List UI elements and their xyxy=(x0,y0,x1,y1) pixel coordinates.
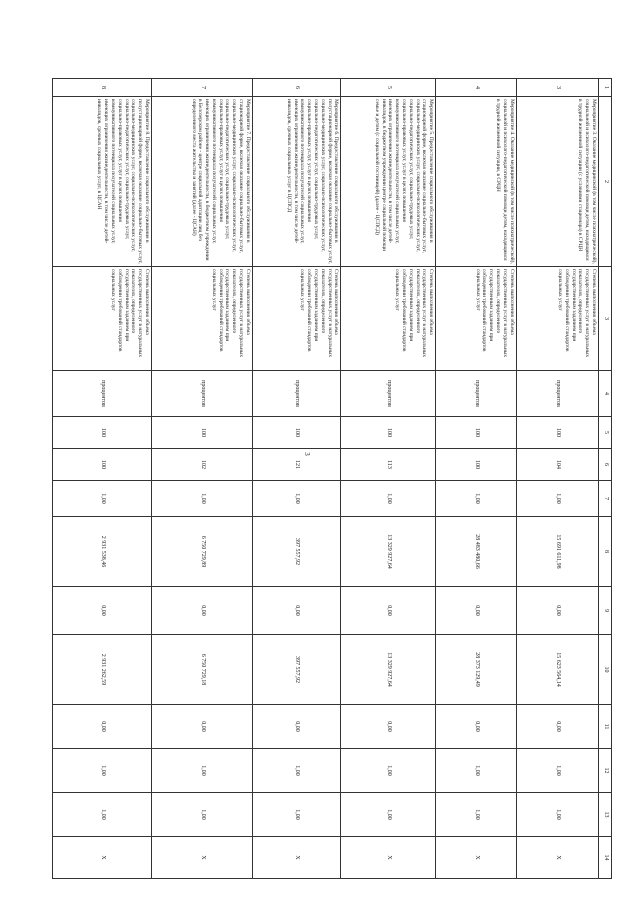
rotated-table-sheet xyxy=(0,78,612,861)
value-cell: 113 xyxy=(341,449,436,481)
col-header: 5 xyxy=(599,417,612,449)
value-cell: 2 931 262,59 xyxy=(53,635,152,705)
event-description: Мероприятие 3. Оказание медицинской (в том числе психиатрической), социальной и психолого-педагогической помощи детям, находящимся в трудной жизненной ситуации (с условиями стационара) в СРЦН xyxy=(516,97,598,267)
value-cell: 397 557,92 xyxy=(252,635,341,705)
value-cell: 1,00 xyxy=(436,749,516,793)
table-row xyxy=(341,79,436,879)
value-cell: 1,00 xyxy=(341,481,436,517)
row-number: 7 xyxy=(151,79,252,97)
indicator-description: Степень выполнения объема государственных услуг в натуральных показателях, определенного государственным заданием при соблюдении требований стандартов социальных услуг xyxy=(151,267,252,371)
col-header: 9 xyxy=(599,587,612,635)
col-header: 1 xyxy=(599,79,612,97)
col-header: 12 xyxy=(599,749,612,793)
value-cell: 100 xyxy=(341,417,436,449)
indicator-description: Степень выполнения объема государственных услуг в натуральных показателях, определенного государственным заданием при соблюдении требований стандартов социальных услуг xyxy=(53,267,152,371)
value-cell: 0,00 xyxy=(516,587,598,635)
col-header: 10 xyxy=(599,635,612,705)
value-cell: 0,00 xyxy=(436,587,516,635)
row-number: 3 xyxy=(516,79,598,97)
value-cell: 15 691 611,98 xyxy=(516,517,598,587)
value-cell: 104 xyxy=(516,449,598,481)
value-cell: 6 750 729,89 xyxy=(151,517,252,587)
unit-cell: процентов xyxy=(151,371,252,417)
unit-cell: процентов xyxy=(53,371,152,417)
col-header: 14 xyxy=(599,837,612,879)
event-description: Мероприятие 8. Предоставление социального обслуживания в полустационарной форме, включая оказание социально-бытовых услуг, социально-медицинских услуг, социально-психологических услуг, социально-педагогических услуг, социально-трудовых услуг, социально-правовых услуг, услуг в целях повышения коммуникативного потенциала получателей социальных услуг, имеющих ограничения жизнедеятельности, в том числе детей-инвалидов, срочных социальных услуг, в ЦСАН xyxy=(53,97,152,267)
unit-cell: процентов xyxy=(252,371,341,417)
value-cell: X xyxy=(151,837,252,879)
col-header: 2 xyxy=(599,97,612,267)
value-cell: 100 xyxy=(516,417,598,449)
value-cell: X xyxy=(252,837,341,879)
col-header: 3 xyxy=(599,267,612,371)
value-cell: 397 557,92 xyxy=(252,517,341,587)
event-description: Мероприятие 7. Предоставление социального обслуживания в стационарной форме, включая оказание социально-бытовых услуг, социально-медицинских услуг, социально-психологических услуг, социально-педагогических услуг, социально-трудовых услуг, социально-правовых услуг, услуг в целях повышения коммуникативного потенциала получателей социальных услуг, имеющих ограничения жизнедеятельности, в бюджетном учреждении в Белозерском районе - центре социальной адаптации лиц без определенного места жительства и занятий (далее - ЦСАН) xyxy=(151,97,252,267)
event-description: Мероприятие 6. Предоставление социального обслуживания в полустационарной форме, включая оказание социально-бытовых услуг, социально-медицинских услуг, социально-психологических услуг, социально-педагогических услуг, социально-трудовых услуг, социально-правовых услуг, услуг в целях повышения коммуникативного потенциала получателей социальных услуг, имеющих ограничения жизнедеятельности, в том числе детей-инвалидов, срочных социальных услуг в ЦСПСД xyxy=(252,97,341,267)
value-cell: X xyxy=(436,837,516,879)
value-cell: 1,00 xyxy=(53,481,152,517)
value-cell: 121 xyxy=(252,449,341,481)
value-cell: 28 373 129,49 xyxy=(436,635,516,705)
value-cell: 28 483 480,66 xyxy=(436,517,516,587)
value-cell: 1,00 xyxy=(436,481,516,517)
value-cell: 102 xyxy=(151,449,252,481)
unit-cell: процентов xyxy=(516,371,598,417)
value-cell: 100 xyxy=(252,417,341,449)
col-header: 13 xyxy=(599,793,612,837)
row-number: 8 xyxy=(53,79,152,97)
indicator-description: Степень выполнения объема государственных услуг в натуральных показателях, определенного государственным заданием при соблюдении требований стандартов социальных услуг xyxy=(436,267,516,371)
value-cell: 13 329 927,64 xyxy=(341,517,436,587)
value-cell: 1,00 xyxy=(516,481,598,517)
table-row xyxy=(436,79,516,879)
value-cell: 1,00 xyxy=(436,793,516,837)
value-cell: X xyxy=(516,837,598,879)
value-cell: 0,00 xyxy=(252,705,341,749)
value-cell: 0,00 xyxy=(252,587,341,635)
value-cell: 1,00 xyxy=(341,793,436,837)
event-description: Мероприятие 5. Предоставление социального обслуживания в стационарной форме, включая оказание социально-бытовых услуг, социально-медицинских услуг, социально-психологических услуг, социально-педагогических услуг, социально-трудовых услуг, социально-правовых услуг, услуг в целях повышения коммуникативного потенциала получателей социальных услуг, имеющих ограничения жизнедеятельности, в том числе детей-инвалидов, в бюджетном учреждении центре социальной помощи семье и детям (с социальной гостиницей) (далее - ЦСПСД) xyxy=(341,97,436,267)
value-cell: 1,00 xyxy=(341,749,436,793)
value-cell: 1,00 xyxy=(252,481,341,517)
value-cell: 1,00 xyxy=(151,793,252,837)
value-cell: 1,00 xyxy=(53,793,152,837)
value-cell: 1,00 xyxy=(252,749,341,793)
value-cell: 100 xyxy=(436,449,516,481)
value-cell: 0,00 xyxy=(516,705,598,749)
col-header: 6 xyxy=(599,449,612,481)
unit-cell: процентов xyxy=(341,371,436,417)
row-number: 5 xyxy=(341,79,436,97)
value-cell: 100 xyxy=(53,449,152,481)
value-cell: 1,00 xyxy=(53,749,152,793)
row-number: 6 xyxy=(252,79,341,97)
col-header: 7 xyxy=(599,481,612,517)
value-cell: 1,00 xyxy=(252,793,341,837)
row-number: 4 xyxy=(436,79,516,97)
value-cell: 0,00 xyxy=(53,587,152,635)
col-header: 11 xyxy=(599,705,612,749)
indicator-description: Степень выполнения объема государственных услуг в натуральных показателях, определенного государственным заданием при соблюдении требований стандартов социальных услуг xyxy=(252,267,341,371)
table-row xyxy=(151,79,252,879)
value-cell: 1,00 xyxy=(516,749,598,793)
value-cell: X xyxy=(53,837,152,879)
value-cell: 0,00 xyxy=(151,705,252,749)
value-cell: 0,00 xyxy=(151,587,252,635)
table-row xyxy=(516,79,598,879)
table-row xyxy=(252,79,341,879)
event-description: Мероприятие 4. Оказание медицинской (в том числе психиатрической), социальной и психолого-педагогической помощи детям, находящимся в трудной жизненной ситуации, в СРЦН xyxy=(436,97,516,267)
value-cell: 100 xyxy=(436,417,516,449)
value-cell: 1,00 xyxy=(151,749,252,793)
value-cell: 1,00 xyxy=(516,793,598,837)
page-number: 3 xyxy=(303,452,311,456)
value-cell: 0,00 xyxy=(341,705,436,749)
unit-cell: процентов xyxy=(436,371,516,417)
header-row xyxy=(599,79,612,879)
value-cell: 15 623 564,14 xyxy=(516,635,598,705)
value-cell: 0,00 xyxy=(53,705,152,749)
col-header: 4 xyxy=(599,371,612,417)
value-cell: 0,00 xyxy=(341,587,436,635)
value-cell: 100 xyxy=(151,417,252,449)
indicator-description: Степень выполнения объема государственных услуг в натуральных показателях, определенного государственным заданием при соблюдении требований стандартов социальных услуг xyxy=(341,267,436,371)
value-cell: 1,00 xyxy=(151,481,252,517)
report-table xyxy=(52,78,612,879)
value-cell: 0,00 xyxy=(436,705,516,749)
value-cell: 13 329 927,64 xyxy=(341,635,436,705)
value-cell: 2 931 538,46 xyxy=(53,517,152,587)
table-row xyxy=(53,79,152,879)
value-cell: 100 xyxy=(53,417,152,449)
value-cell: X xyxy=(341,837,436,879)
col-header: 8 xyxy=(599,517,612,587)
value-cell: 6 750 729,18 xyxy=(151,635,252,705)
indicator-description: Степень выполнения объема государственных услуг в натуральных показателях, определенного государственным заданием при соблюдении требований стандартов социальных услуг xyxy=(516,267,598,371)
